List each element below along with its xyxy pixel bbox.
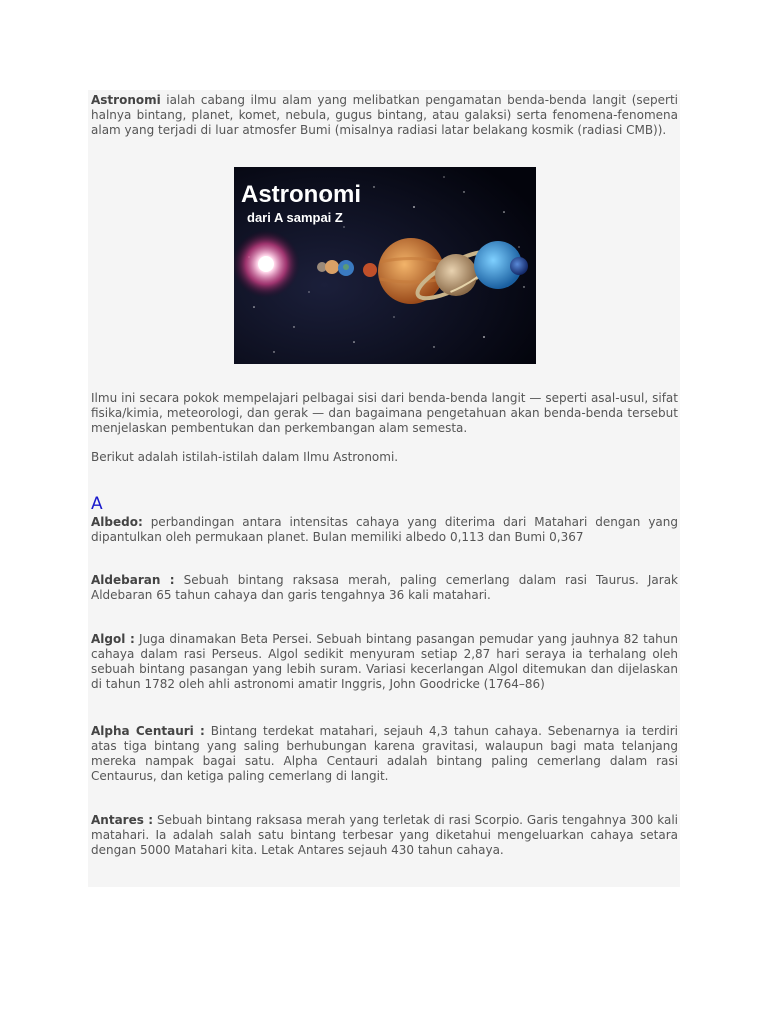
entry-definition: Sebuah bintang raksasa merah yang terletak di rasi Scorpio. Garis tengahnya 300 kali matahari. Ia adalah salah satu bintang terbesar yang diketahui mengeluarkan cahaya setara dengan 5000 Matahari kita. Letak Antares sejauh 430 tahun cahaya. (91, 813, 678, 857)
entry-algol (91, 632, 678, 692)
intro-paragraph (91, 93, 678, 138)
entry-term: Albedo: (91, 515, 143, 529)
astronomy-banner-image (234, 167, 536, 364)
entry-definition: Bintang terdekat matahari, sejauh 4,3 tahun cahaya. Sebenarnya ia terdiri atas tiga bintang yang saling berhubungan karena gravitasi, walaupun bagi mata telanjang mereka nampak bagai satu. Alpha Centauri adalah bintang paling cemerlang dalam rasi Centaurus, dan ketiga paling cemerlang di langit. (91, 724, 678, 783)
entry-definition: Juga dinamakan Beta Persei. Sebuah bintang pasangan pemudar yang jauhnya 82 tahun cahaya dalam rasi Perseus. Algol sedikit menyuram setiap 2,87 hari seraya ia terhalang oleh sebuah bintang pasangan yang lebih suram. Variasi kecerlangan Algol ditemukan dan dijelaskan di tahun 1782 oleh ahli astronomi amatir Inggris, John Goodricke (1764–86) (91, 632, 678, 691)
banner-title: Astronomi (241, 181, 361, 208)
entry-term: Antares : (91, 813, 154, 827)
scope-paragraph: Ilmu ini secara pokok mempelajari pelbagai sisi dari benda-benda langit — seperti asal-usul, sifat fisika/kimia, meteorologi, dan gerak — dan bagaimana pengetahuan akan benda-benda tersebut menjelaskan pembentukan dan perkembangan alam semesta. (91, 391, 678, 435)
entry-term: Aldebaran : (91, 573, 175, 587)
entry-alpha-centauri (91, 724, 678, 784)
lead-paragraph: Berikut adalah istilah-istilah dalam Ilmu Astronomi. (91, 450, 399, 464)
intro-text: ialah cabang ilmu alam yang melibatkan pengamatan benda-benda langit (seperti halnya bintang, planet, komet, nebula, gugus bintang, atau galaksi) serta fenomena-fenomena alam yang terjadi di luar atmosfer Bumi (misalnya radiasi latar belakang kosmik (radiasi CMB)). (91, 93, 678, 137)
entry-antares (91, 813, 678, 858)
entry-term: Algol : (91, 632, 135, 646)
section-letter-heading: A (91, 494, 103, 514)
entry-aldebaran (91, 573, 678, 603)
entry-term: Alpha Centauri : (91, 724, 205, 738)
intro-term: Astronomi (91, 93, 161, 107)
document-content (88, 90, 680, 887)
entry-albedo (91, 515, 678, 545)
entry-definition: perbandingan antara intensitas cahaya yang diterima dari Matahari dengan yang dipantulkan oleh permukaan planet. Bulan memiliki albedo 0,113 dan Bumi 0,367 (91, 515, 678, 544)
entry-definition: Sebuah bintang raksasa merah, paling cemerlang dalam rasi Taurus. Jarak Aldebaran 65 tahun cahaya dan garis tengahnya 36 kali matahari. (91, 573, 678, 602)
banner-subtitle: dari A sampai Z (247, 210, 343, 225)
